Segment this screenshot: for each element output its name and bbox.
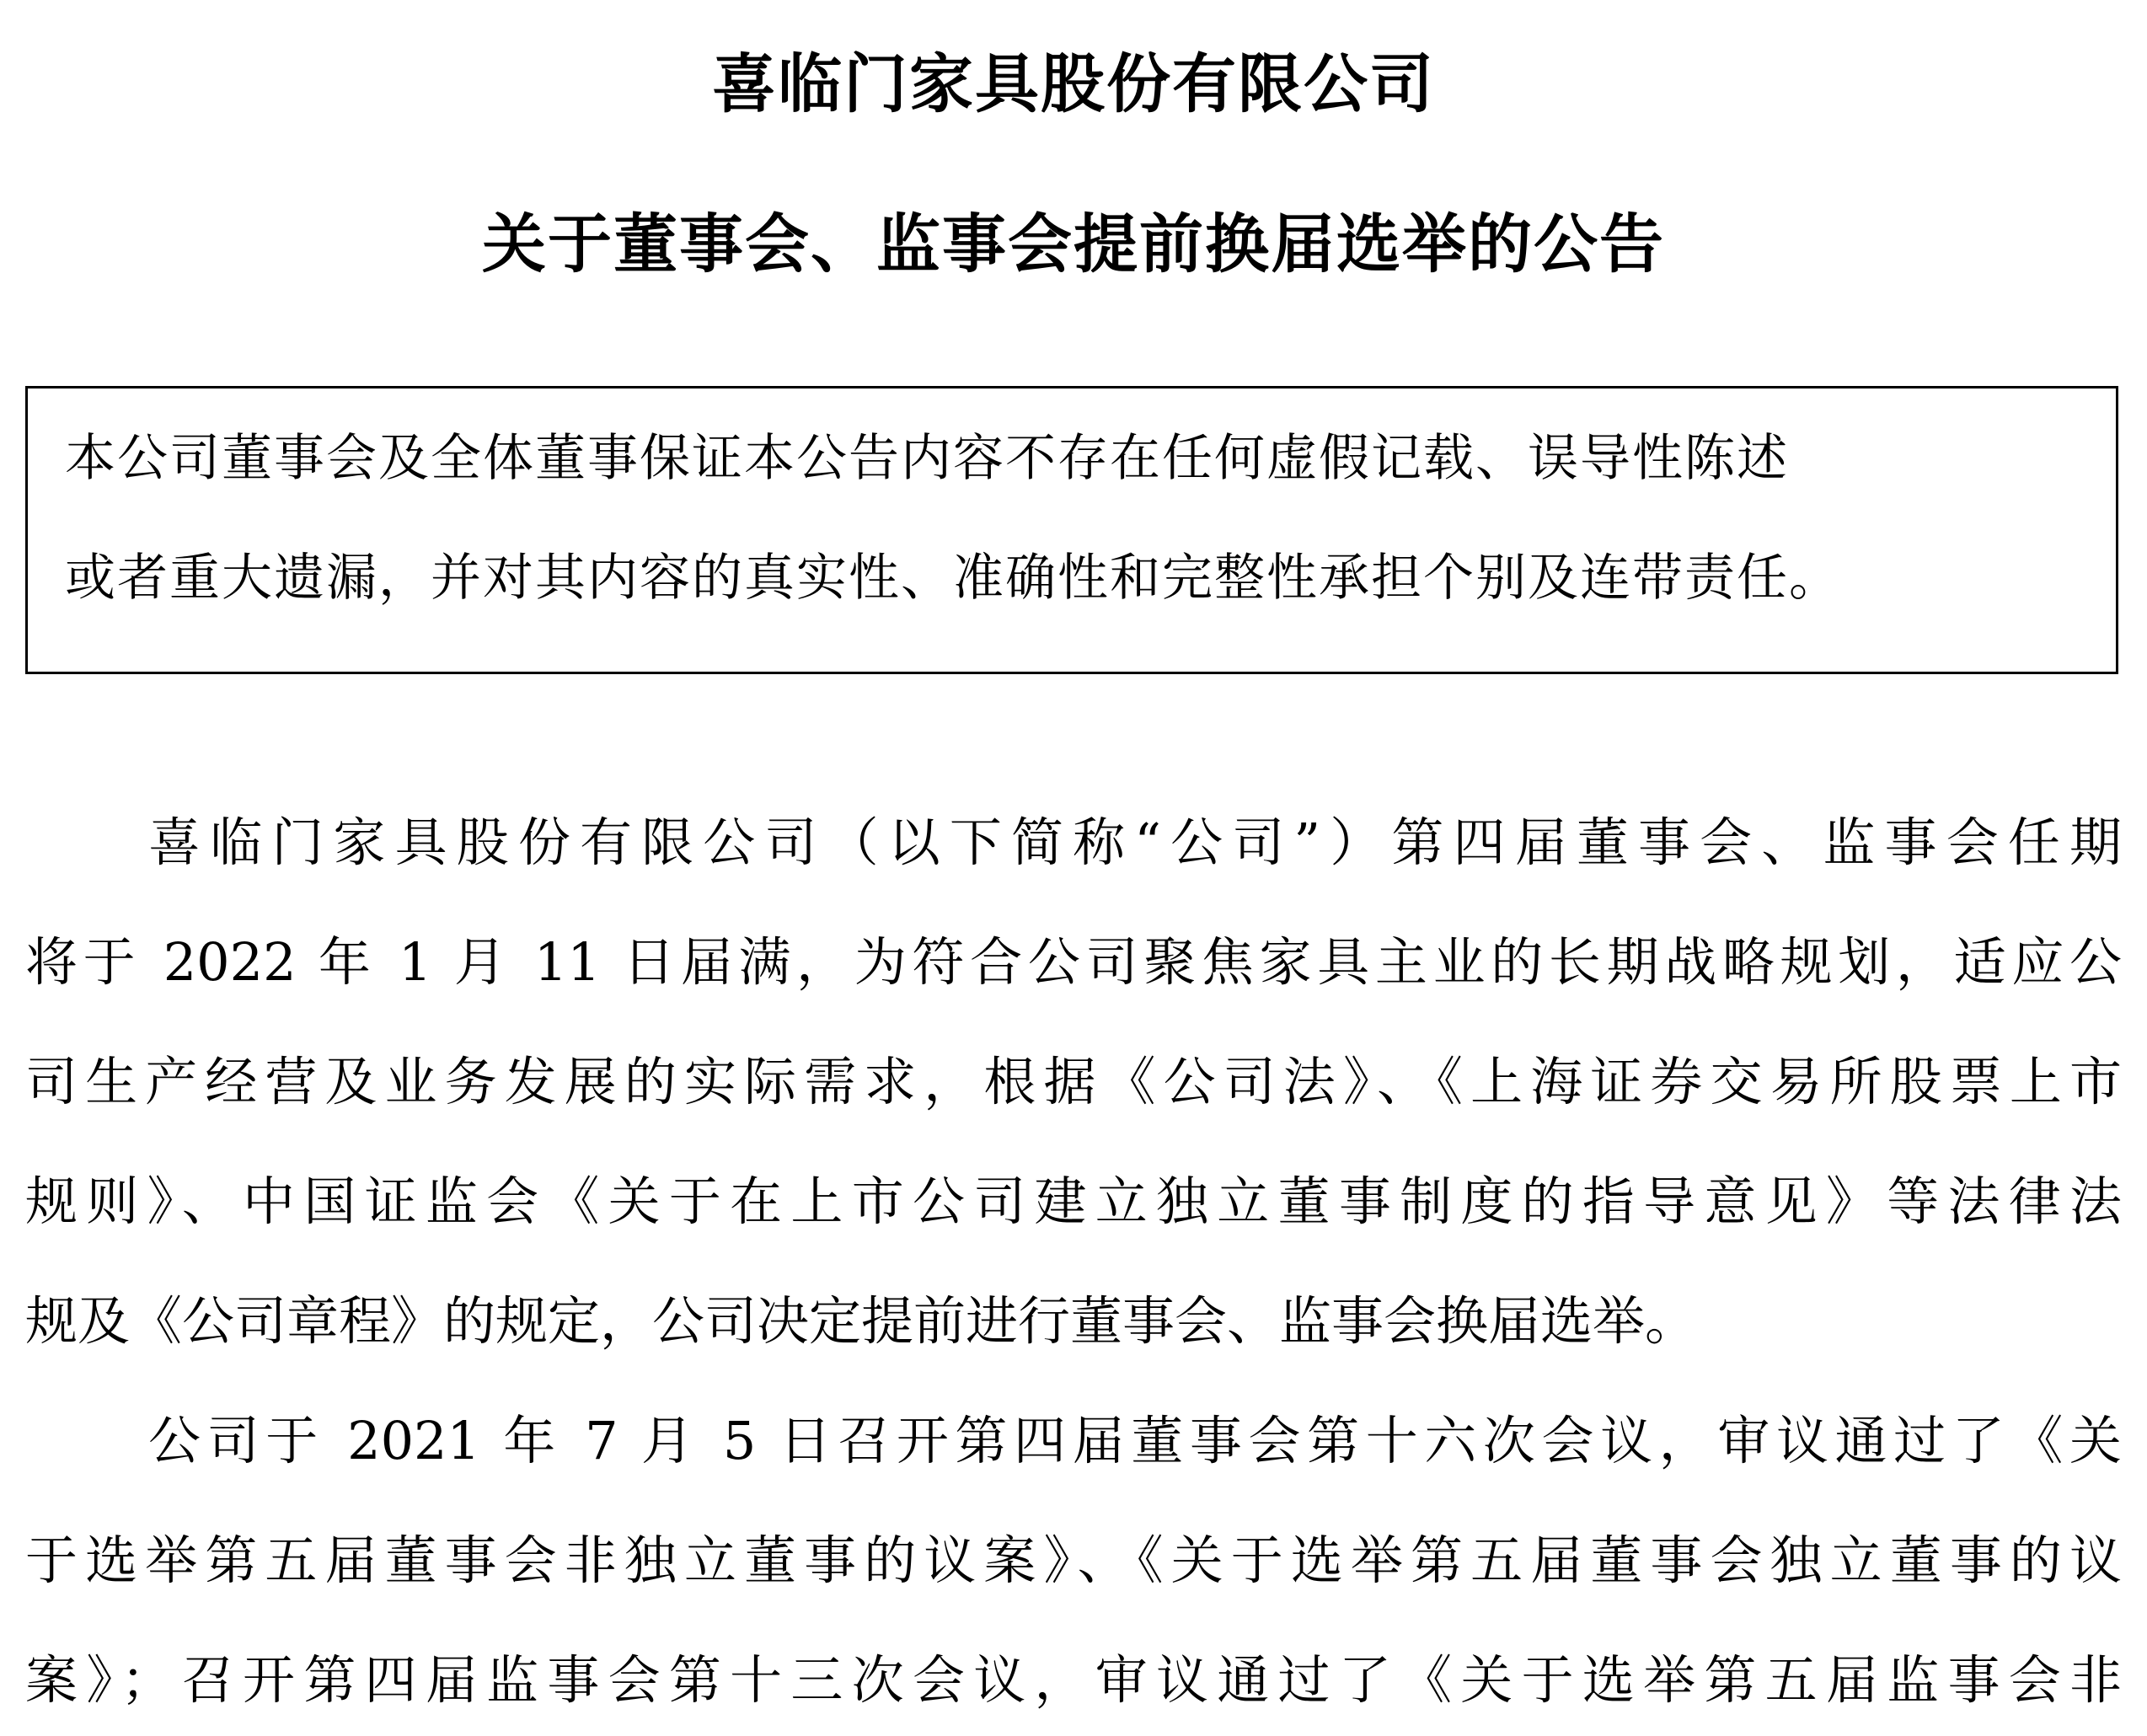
paragraph-line: 规则》、中国证监会《关于在上市公司建立独立董事制度的指导意见》等法律法 xyxy=(25,1171,2122,1232)
announcement-title: 关于董事会、监事会提前换届选举的公告 xyxy=(482,206,1665,281)
paragraph-line: 将于 2022 年 1 月 11 日届满，为符合公司聚焦家具主业的长期战略规划，适应公 xyxy=(25,931,2122,993)
notice-line: 或者重大遗漏，并对其内容的真实性、准确性和完整性承担个别及连带责任。 xyxy=(65,549,1841,608)
responsibility-notice-box xyxy=(25,386,2118,674)
paragraph-line: 规及《公司章程》的规定，公司决定提前进行董事会、监事会换届选举。 xyxy=(25,1290,1698,1352)
paragraph-line: 公司于 2021 年 7 月 5 日召开第四届董事会第十六次会议，审议通过了《关 xyxy=(148,1410,2122,1471)
company-name-heading: 喜临门家具股份有限公司 xyxy=(712,46,1435,121)
paragraph-line: 于选举第五届董事会非独立董事的议案》、《关于选举第五届董事会独立董事的议 xyxy=(25,1530,2122,1591)
paragraph-line: 喜临门家具股份有限公司（以下简称“公司”）第四届董事会、监事会任期 xyxy=(148,812,2122,873)
notice-line: 本公司董事会及全体董事保证本公告内容不存在任何虚假记载、误导性陈述 xyxy=(65,429,1789,488)
paragraph-line: 案》；召开第四届监事会第十三次会议，审议通过了《关于选举第五届监事会非 xyxy=(25,1649,2122,1711)
paragraph-line: 司生产经营及业务发展的实际需求，根据《公司法》、《上海证券交易所股票上市 xyxy=(25,1051,2122,1112)
